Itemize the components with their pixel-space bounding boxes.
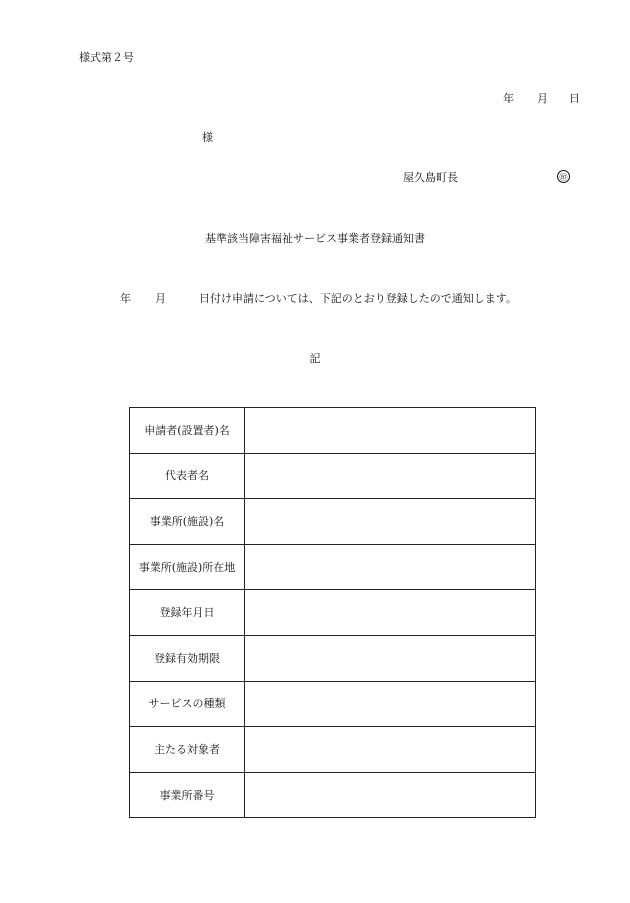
table-row [130, 635, 536, 681]
table-row [130, 681, 536, 727]
ki-heading: 記 [309, 352, 321, 365]
row-label-target-persons: 主たる対象者 [130, 727, 245, 773]
table-row [130, 453, 536, 499]
seal-icon: ㊞ [557, 170, 570, 183]
table-row [130, 499, 536, 545]
row-label-facility-number: 事業所番号 [130, 772, 245, 818]
document-title: 基準該当障害福祉サービス事業者登録通知書 [205, 232, 425, 245]
body-month-label: 月 [155, 292, 166, 305]
table-row [130, 590, 536, 636]
row-value-registration-date[interactable] [245, 590, 536, 636]
table-row [130, 408, 536, 454]
row-label-representative-name: 代表者名 [130, 453, 245, 499]
row-label-facility-address: 事業所(施設)所在地 [130, 544, 245, 590]
row-label-service-type: サービスの種類 [130, 681, 245, 727]
row-label-expiry: 登録有効期限 [130, 635, 245, 681]
row-value-expiry[interactable] [245, 635, 536, 681]
body-text: 日付け申請については、下記のとおり登録したので通知します。 [199, 292, 517, 305]
addressee-honorific: 様 [202, 131, 213, 144]
table-row [130, 544, 536, 590]
form-number: 様式第２号 [79, 51, 134, 64]
issuer-name: 屋久島町長 [403, 171, 458, 184]
row-value-facility-name[interactable] [245, 499, 536, 545]
row-value-representative-name[interactable] [245, 453, 536, 499]
row-value-facility-address[interactable] [245, 544, 536, 590]
row-value-facility-number[interactable] [245, 772, 536, 818]
date-day-label: 日 [569, 92, 580, 105]
date-month-label: 月 [537, 92, 548, 105]
body-year-label: 年 [120, 292, 131, 305]
row-label-facility-name: 事業所(施設)名 [130, 499, 245, 545]
row-label-registration-date: 登録年月日 [130, 590, 245, 636]
registration-info-table [129, 407, 536, 818]
row-label-applicant-name: 申請者(設置者)名 [130, 408, 245, 454]
row-value-target-persons[interactable] [245, 727, 536, 773]
table-row [130, 772, 536, 818]
date-year-label: 年 [503, 92, 514, 105]
table-row [130, 727, 536, 773]
row-value-service-type[interactable] [245, 681, 536, 727]
row-value-applicant-name[interactable] [245, 408, 536, 454]
